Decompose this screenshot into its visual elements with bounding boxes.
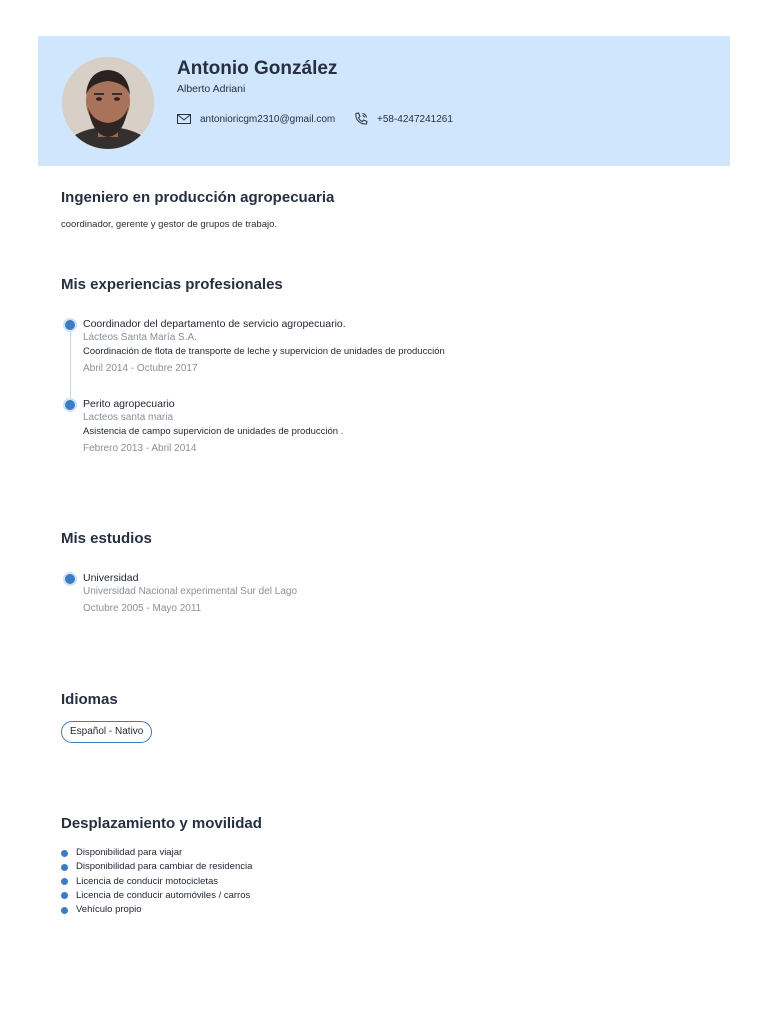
profile-summary: coordinador, gerente y gestor de grupos de trabajo. [61, 219, 278, 230]
timeline-dot [63, 572, 77, 586]
list-item [61, 860, 252, 874]
education-dates: Octubre 2005 - Mayo 2011 [83, 603, 202, 614]
experience-description: Asistencia de campo supervicion de unidades de producción . [83, 426, 344, 437]
experience-company: Lácteos Santa María S.A. [83, 332, 197, 343]
languages-title: Idiomas [61, 691, 118, 708]
experience-company: Lacteos santa maria [83, 412, 174, 423]
bullet-icon [61, 850, 68, 857]
list-item [61, 889, 252, 903]
mobility-list [61, 846, 252, 917]
experience-dates: Febrero 2013 - Abril 2014 [83, 443, 197, 454]
candidate-location: Alberto Adriani [177, 83, 246, 95]
list-item-text: Licencia de conducir automóviles / carros [76, 889, 251, 901]
contact-email[interactable] [176, 111, 335, 127]
contact-phone[interactable] [353, 111, 453, 127]
list-item [61, 903, 252, 917]
bullet-icon [61, 907, 68, 914]
list-item [61, 875, 252, 889]
language-tag: Español - Nativo [61, 721, 152, 743]
bullet-icon [61, 892, 68, 899]
phone-text[interactable]: +58-4247241261 [377, 113, 453, 125]
phone-icon [353, 111, 369, 127]
envelope-icon [176, 111, 192, 127]
email-text[interactable]: antonioricgm2310@gmail.com [200, 113, 336, 125]
profile-title: Ingeniero en producción agropecuaria [61, 189, 335, 206]
education-title: Mis estudios [61, 530, 152, 547]
avatar [62, 57, 154, 149]
education-school: Universidad Nacional experimental Sur del Lago [83, 586, 298, 597]
list-item [61, 846, 252, 860]
timeline-dot [63, 398, 77, 412]
list-item-text: Vehículo propio [76, 904, 142, 916]
candidate-name: Antonio González [177, 58, 338, 79]
avatar-photo [62, 57, 154, 149]
bullet-icon [61, 864, 68, 871]
list-item-text: Disponibilidad para viajar [76, 847, 183, 858]
mobility-title: Desplazamiento y movilidad [61, 815, 262, 832]
timeline-dot [63, 318, 77, 332]
experience-description: Coordinación de flota de transporte de leche y supervicion de unidades de producción [83, 346, 445, 357]
list-item-text: Disponibilidad para cambiar de residencia [76, 861, 253, 873]
timeline-connector [70, 329, 71, 403]
experience-role: Coordinador del departamento de servicio agropecuario. [83, 318, 346, 330]
experience-role: Perito agropecuario [83, 398, 175, 410]
experience-title: Mis experiencias profesionales [61, 276, 283, 293]
resume-header [38, 36, 730, 166]
education-degree: Universidad [83, 572, 139, 584]
experience-dates: Abril 2014 - Octubre 2017 [83, 363, 198, 374]
bullet-icon [61, 878, 68, 885]
list-item-text: Licencia de conducir motocicletas [76, 875, 219, 887]
